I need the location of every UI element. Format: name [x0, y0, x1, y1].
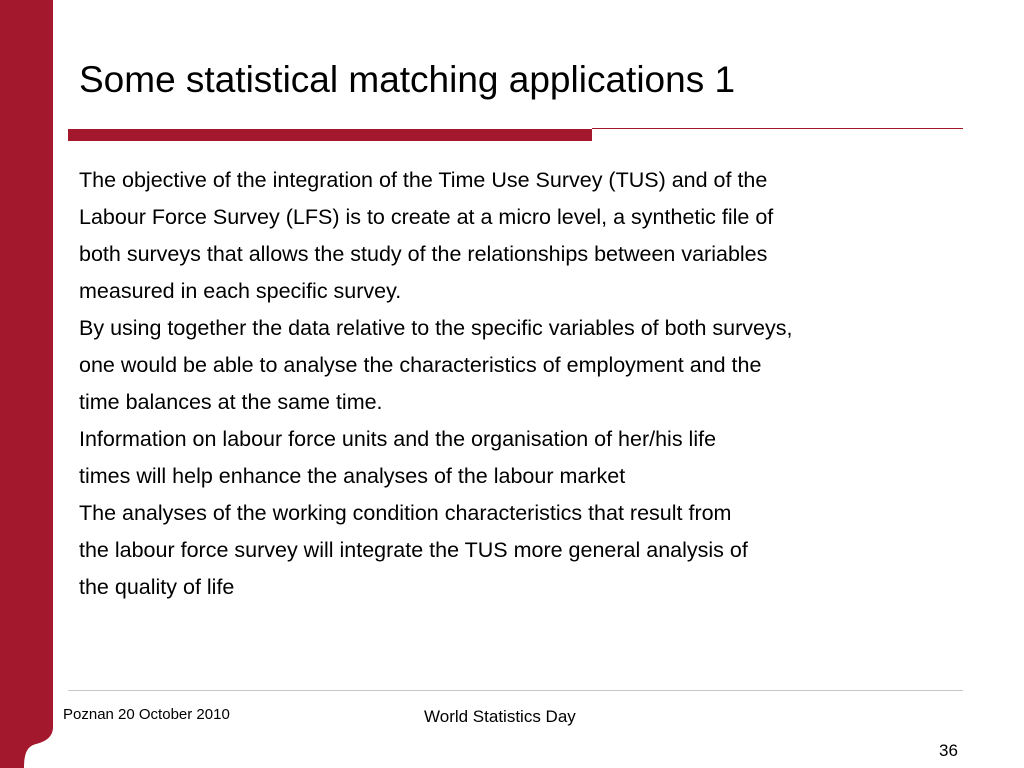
- body-line: one would be able to analyse the characteristics of employment and the: [79, 353, 762, 377]
- left-accent-bar: [0, 0, 53, 768]
- body-line: The objective of the integration of the Time Use Survey (TUS) and of the: [79, 168, 768, 192]
- body-text: [79, 162, 979, 606]
- title-underline-thin: [592, 128, 963, 129]
- body-line: time balances at the same time.: [79, 390, 383, 414]
- body-line: the quality of life: [79, 575, 235, 599]
- body-line: Labour Force Survey (LFS) is to create at a micro level, a synthetic file of: [79, 205, 774, 229]
- body-line: the labour force survey will integrate the TUS more general analysis of: [79, 538, 748, 562]
- body-line: both surveys that allows the study of the relationships between variables: [79, 242, 768, 266]
- body-line: measured in each specific survey.: [79, 279, 402, 303]
- slide-title: Some statistical matching applications 1: [79, 59, 736, 100]
- footer-date-location: Poznan 20 October 2010: [63, 706, 230, 723]
- body-line: The analyses of the working condition characteristics that result from: [79, 501, 732, 525]
- footer-divider: [68, 690, 963, 691]
- body-line: times will help enhance the analyses of the labour market: [79, 464, 626, 488]
- page-number: 36: [939, 741, 958, 760]
- title-underline-thick: [68, 129, 592, 141]
- body-line: By using together the data relative to the specific variables of both surveys,: [79, 316, 793, 340]
- body-line: Information on labour force units and the organisation of her/his life: [79, 427, 717, 451]
- footer-event-name: World Statistics Day: [424, 707, 576, 726]
